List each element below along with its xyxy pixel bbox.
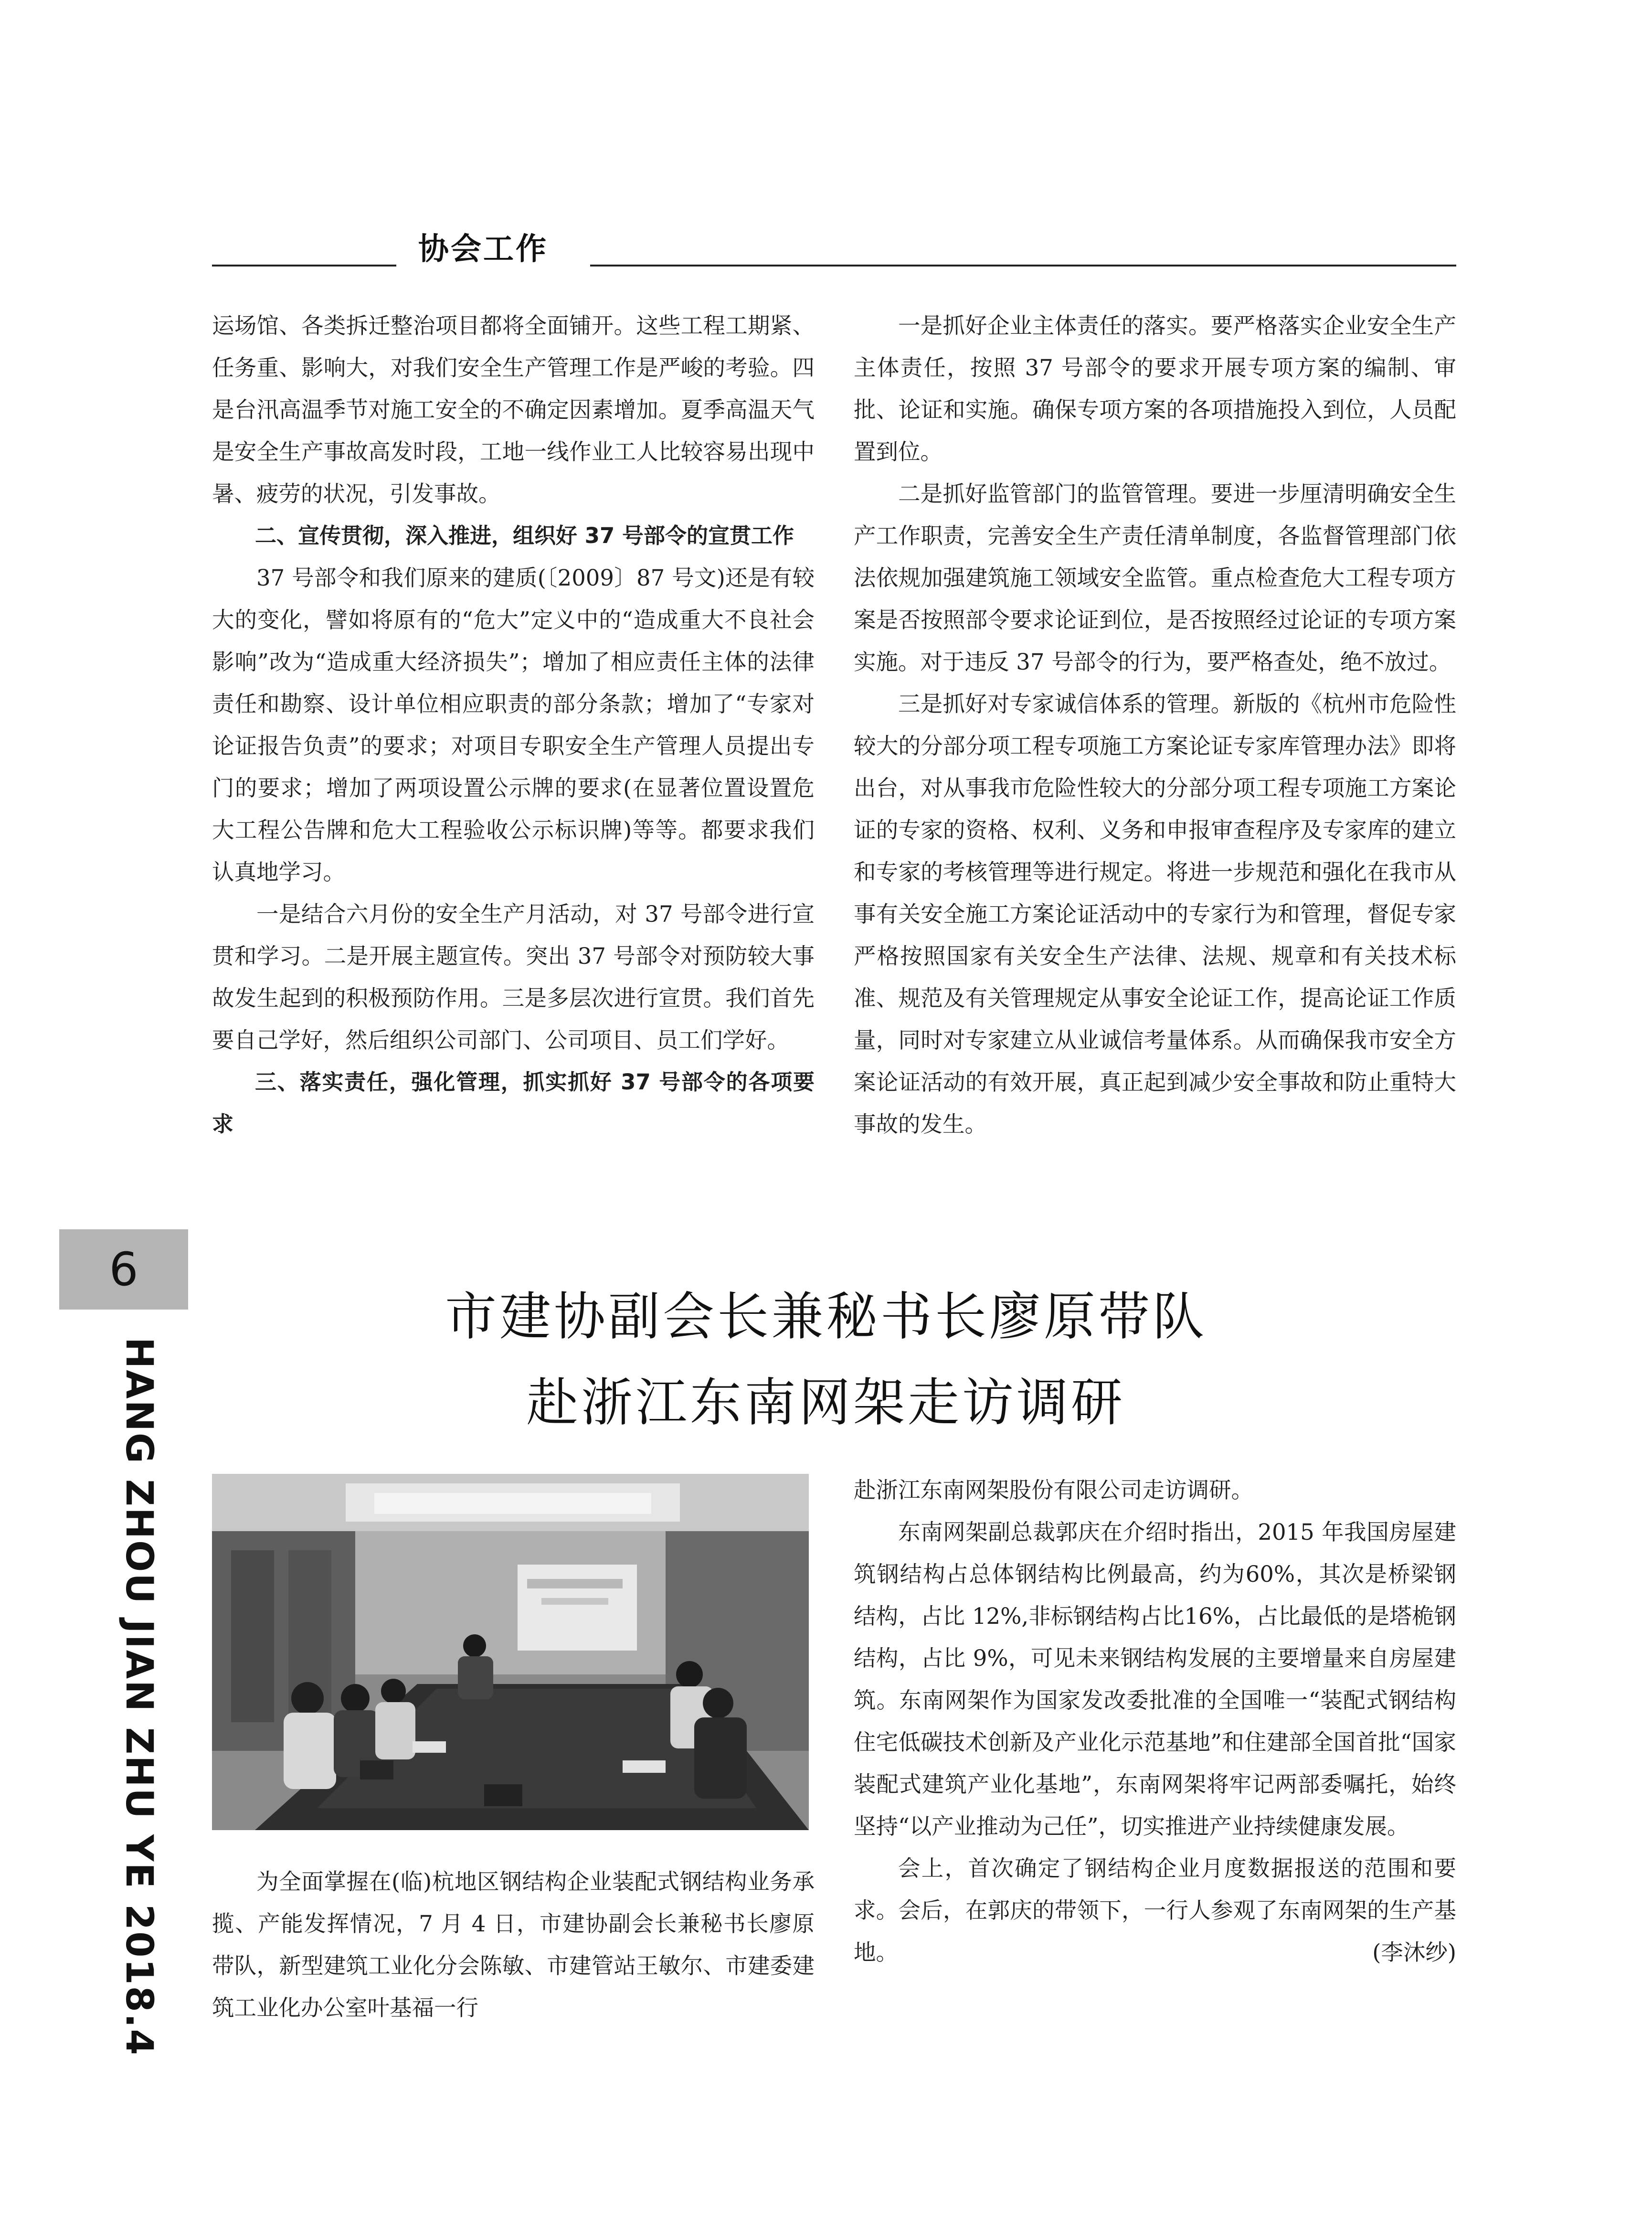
paragraph: 一是抓好企业主体责任的落实。要严格落实企业安全生产主体责任，按照 37 号部令的要求开展专项方案的编制、审批、论证和实施。确保专项方案的各项措施投入到位，人员配置到位。 bbox=[854, 313, 1456, 465]
article2-right-column bbox=[854, 1469, 1456, 1973]
paragraph: 三是抓好对专家诚信体系的管理。新版的《杭州市危险性较大的分部分项工程专项施工方案论证专家库管理办法》即将出台，对从事我市危险性较大的分部分项工程专项施工方案论证的专家的资格、权利、义务和申报审查程序及专家库的建立和专家的考核管理等进行规定。将进一步规范和强化在我市从事有关安全施工方案论证活动中的专家行为和管理，督促专家严格按照国家有关安全生产法律、法规、规章和有关技术标准、规范及有关管理规定从事安全论证工作，提高论证工作质量，同时对专家建立从业诚信考量体系。从而确保我市安全方案论证活动的有效开展，真正起到减少安全事故和防止重特大事故的发生。 bbox=[854, 691, 1456, 1137]
paragraph bbox=[854, 1511, 1456, 1847]
author-credit: (李沐纱) bbox=[1372, 1939, 1456, 1965]
paragraph: 二是抓好监管部门的监管管理。要进一步厘清明确安全生产工作职责，完善安全生产责任清单制度，各监督管理部门依法依规加强建筑施工领域安全监管。重点检查危大工程专项方案是否按照部令要求论证到位，是否按照经过论证的专项方案实施。对于违反 37 号部令的行为，要严格查处，绝不放过。 bbox=[854, 481, 1456, 675]
paragraph: 一是结合六月份的安全生产月活动，对 37 号部令进行宣贯和学习。二是开展主题宣传。突出 37 号部令对预防较大事故发生起到的积极预防作用。三是多层次进行宣贯。我们首先要自己学好，然后组织公司部门、公司项目、员工们学好。 bbox=[212, 901, 815, 1053]
article1-left-column bbox=[212, 305, 815, 1145]
paragraph bbox=[854, 1469, 1456, 1511]
article2-left-column bbox=[212, 1861, 815, 2029]
meeting-photo bbox=[212, 1474, 809, 1830]
section-label: 协会工作 bbox=[418, 232, 548, 267]
paragraph: 为全面掌握在(临)杭地区钢结构企业装配式钢结构业务承揽、产能发挥情况，7 月 4 日，市建协副会长兼秘书长廖原带队，新型建筑工业化分会陈敏、市建管站王敏尔、市建委建筑工业化办公室叶基福一行 bbox=[212, 1869, 815, 2021]
section-heading: 二、宣传贯彻，深入推进，组织好 37 号部令的宣贯工作 bbox=[255, 523, 794, 548]
paragraph: 运场馆、各类拆迁整治项目都将全面铺开。这些工程工期紧、任务重、影响大，对我们安全生产管理工作是严峻的考验。四是台汛高温季节对施工安全的不确定因素增加。夏季高温天气是安全生产事故高发时段，工地一线作业工人比较容易出现中暑、疲劳的状况，引发事故。 bbox=[212, 313, 815, 507]
paragraph-text: 会上，首次确定了钢结构企业月度数据报送的范围和要求。会后，在郭庆的带领下，一行人参观了东南网架的生产基地。 bbox=[854, 1855, 1456, 1965]
paragraph-text: 赴浙江东南网架股份有限公司走访调研。 bbox=[854, 1477, 1253, 1503]
magazine-issue-vertical: HANG ZHOU JIAN ZHU YE 2018.4 bbox=[117, 1337, 160, 2057]
paragraph: 37 号部令和我们原来的建质(〔2009〕87 号文)还是有较大的变化，譬如将原有的“危大”定义中的“造成重大不良社会影响”改为“造成重大经济损失”；增加了相应责任主体的法律责任和勘察、设计单位相应职责的部分条款；增加了“专家对论证报告负责”的要求；对项目专职安全生产管理人员提出专门的要求；增加了两项设置公示牌的要求(在显著位置设置危大工程公告牌和危大工程验收公示标识牌)等等。都要求我们认真地学习。 bbox=[212, 565, 815, 885]
section-heading: 三、落实责任，强化管理，抓实抓好 37 号部令的各项要求 bbox=[212, 1069, 815, 1137]
page-number: 6 bbox=[109, 1243, 138, 1296]
paragraph-text: 东南网架副总裁郭庆在介绍时指出，2015 年我国房屋建筑钢结构占总体钢结构比例最高，约为60%，其次是桥梁钢结构，占比 12%,非标钢结构占比16%，占比最低的是塔桅钢结构，占比 9%，可见未来钢结构发展的主要增量来自房屋建筑。东南网架作为国家发改委批准的全国唯一“装配式钢结构住宅低碳技术创新及产业化示范基地”和住建部全国首批“国家装配式建筑产业化基地”，东南网架将牢记两部委嘱托，始终坚持“以产业推动为己任”，切实推进产业持续健康发展。 bbox=[854, 1519, 1456, 1839]
article1-right-column bbox=[854, 305, 1456, 1145]
header-rule-left bbox=[212, 265, 396, 266]
header-rule-right bbox=[590, 265, 1456, 266]
article2-title-line1: 市建协副会长兼秘书长廖原带队 bbox=[445, 1287, 1207, 1347]
paragraph bbox=[854, 1847, 1456, 1973]
article2-title-line2: 赴浙江东南网架走访调研 bbox=[526, 1373, 1125, 1433]
